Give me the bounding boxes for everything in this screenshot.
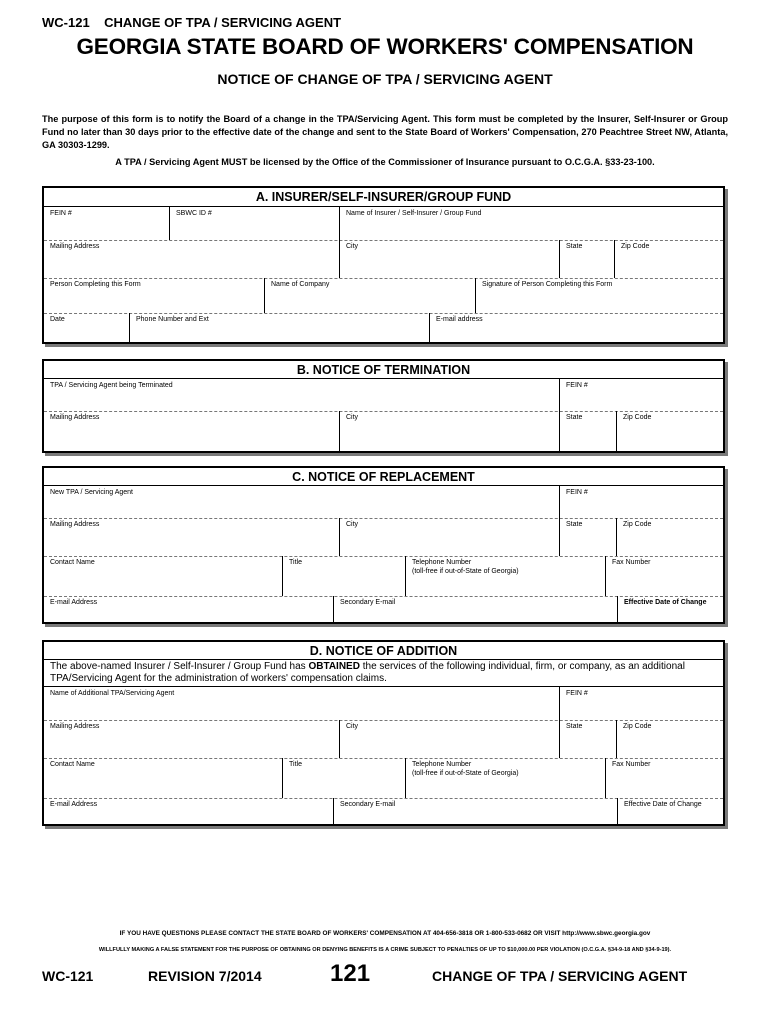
intro-text-bold: OBTAINED — [308, 661, 360, 672]
date-label: Date — [50, 316, 65, 323]
state-field[interactable] — [559, 518, 616, 556]
insurer-name-label: Name of Insurer / Self-Insurer / Group Fund — [346, 210, 482, 217]
section-b-row-1 — [44, 379, 723, 412]
state-label: State — [566, 414, 583, 421]
city-field[interactable] — [339, 720, 559, 758]
effective-date-field[interactable] — [617, 596, 723, 624]
zip-field[interactable] — [616, 720, 723, 758]
mailing-address-field[interactable] — [44, 720, 339, 758]
city-label: City — [346, 243, 359, 250]
section-d-row-2 — [44, 720, 723, 759]
email-label: E-mail Address — [50, 801, 98, 808]
state-field[interactable] — [559, 411, 616, 453]
mailing-address-field[interactable] — [44, 240, 339, 278]
telephone-note: (toll-free if out-of-State of Georgia) — [412, 568, 519, 575]
email-label: E-mail Address — [50, 599, 98, 606]
form-code-title: CHANGE OF TPA / SERVICING AGENT — [104, 15, 342, 30]
fein-field[interactable] — [44, 207, 169, 240]
section-b — [42, 359, 725, 453]
fax-field[interactable] — [605, 556, 723, 596]
form-code-header — [42, 15, 341, 30]
insurer-name-field[interactable] — [339, 207, 723, 240]
fein-label: FEIN # — [50, 210, 72, 217]
city-field[interactable] — [339, 518, 559, 556]
contact-name-label: Contact Name — [50, 761, 95, 768]
person-completing-field[interactable] — [44, 278, 264, 313]
section-b-title: B. NOTICE OF TERMINATION — [296, 363, 471, 377]
section-d-row-3 — [44, 758, 723, 799]
title-label: Title — [289, 761, 302, 768]
section-c-row-2 — [44, 518, 723, 557]
email-field[interactable] — [44, 798, 333, 826]
effective-date-field[interactable] — [617, 798, 723, 826]
effective-date-label: Effective Date of Change — [624, 801, 702, 808]
email-label: E-mail address — [436, 316, 483, 323]
questions-notice: IF YOU HAVE QUESTIONS PLEASE CONTACT THE STATE BOARD OF WORKERS' COMPENSATION AT 404-656-3818 OR 1-800-533-0682 OR VISIT http://www.sbwc.georgia.gov — [119, 930, 651, 937]
section-c-row-3 — [44, 556, 723, 597]
effective-date-label: Effective Date of Change — [624, 599, 707, 606]
section-d — [42, 640, 725, 826]
signature-label: Signature of Person Completing this Form — [482, 281, 613, 288]
form-code: WC-121 — [42, 15, 90, 30]
city-field[interactable] — [339, 240, 559, 278]
company-name-field[interactable] — [264, 278, 475, 313]
footer-form-code: WC-121 — [42, 968, 94, 984]
contact-name-label: Contact Name — [50, 559, 95, 566]
secondary-email-label: Secondary E-mail — [340, 599, 396, 606]
section-d-row-4 — [44, 798, 723, 826]
telephone-field[interactable] — [405, 758, 605, 798]
footer-title: CHANGE OF TPA / SERVICING AGENT — [432, 968, 688, 984]
email-field[interactable] — [44, 596, 333, 624]
state-label: State — [566, 521, 583, 528]
fein-field[interactable] — [559, 687, 723, 720]
fax-field[interactable] — [605, 758, 723, 798]
phone-label: Phone Number and Ext — [136, 316, 209, 323]
new-agent-label: New TPA / Servicing Agent — [50, 489, 134, 496]
state-label: State — [566, 243, 583, 250]
person-completing-label: Person Completing this Form — [50, 281, 141, 288]
zip-label: Zip Code — [623, 723, 652, 730]
fein-label: FEIN # — [566, 382, 588, 389]
mailing-address-label: Mailing Address — [50, 521, 100, 528]
section-a-row-1 — [44, 207, 723, 241]
zip-label: Zip Code — [621, 243, 650, 250]
telephone-label: Telephone Number — [412, 559, 472, 566]
telephone-label: Telephone Number — [412, 761, 472, 768]
section-a — [42, 186, 725, 344]
company-name-label: Name of Company — [271, 281, 330, 288]
zip-field[interactable] — [616, 411, 723, 453]
fein-label: FEIN # — [566, 690, 588, 697]
contact-name-field[interactable] — [44, 758, 282, 798]
city-label: City — [346, 414, 359, 421]
section-a-row-2 — [44, 240, 723, 279]
section-c-title: C. NOTICE OF REPLACEMENT — [292, 470, 475, 484]
title-field[interactable] — [282, 758, 405, 798]
license-notice: A TPA / Servicing Agent MUST be licensed by the Office of the Commissioner of Insurance pursuant to O.C.G.A. §33-23-100. — [115, 157, 655, 167]
zip-field[interactable] — [614, 240, 723, 278]
city-label: City — [346, 521, 359, 528]
section-a-row-4 — [44, 313, 723, 344]
board-title: GEORGIA STATE BOARD OF WORKERS' COMPENSATION — [76, 34, 694, 59]
mailing-address-field[interactable] — [44, 518, 339, 556]
intro-text-end: the services of the following individual, firm, or company, as an additional TPA/Servicing Agent for the administration of workers' compensation claims. — [50, 661, 685, 684]
state-field[interactable] — [559, 720, 616, 758]
terminated-agent-label: TPA / Servicing Agent being Terminated — [50, 382, 173, 389]
state-label: State — [566, 723, 583, 730]
purpose-paragraph: The purpose of this form is to notify the Board of a change in the TPA/Servicing Agent. This form must be completed by the Insurer, Self-Insurer or Group Fund no later than 30 days prior to the effective date of the change and sent to the State Board of Workers' Compensation, 270 Peachtree Street NW, Atlanta, GA 30303-1299. — [42, 114, 728, 150]
section-d-rule — [44, 659, 723, 660]
sbwc-id-field[interactable] — [169, 207, 339, 240]
secondary-email-field[interactable] — [333, 596, 617, 624]
title-field[interactable] — [282, 556, 405, 596]
signature-field[interactable] — [475, 278, 723, 313]
section-c — [42, 466, 725, 624]
mailing-address-label: Mailing Address — [50, 243, 100, 250]
zip-label: Zip Code — [623, 521, 652, 528]
city-field[interactable] — [339, 411, 559, 453]
title-label: Title — [289, 559, 302, 566]
secondary-email-label: Secondary E-mail — [340, 801, 396, 808]
intro-text-start: The above-named Insurer / Self-Insurer / Group Fund has — [50, 661, 309, 672]
telephone-note: (toll-free if out-of-State of Georgia) — [412, 770, 519, 777]
footer-revision: REVISION 7/2014 — [148, 968, 262, 984]
additional-agent-label: Name of Additional TPA/Servicing Agent — [50, 690, 175, 697]
zip-label: Zip Code — [623, 414, 652, 421]
additional-agent-field[interactable] — [44, 687, 559, 720]
section-d-intro — [50, 661, 717, 685]
zip-field[interactable] — [616, 518, 723, 556]
section-a-row-3 — [44, 278, 723, 314]
fax-label: Fax Number — [612, 559, 651, 566]
fein-field[interactable] — [559, 486, 723, 518]
fein-label: FEIN # — [566, 489, 588, 496]
section-d-row-1 — [44, 687, 723, 721]
false-statement-warning: WILLFULLY MAKING A FALSE STATEMENT FOR THE PURPOSE OF OBTAINING OR DENYING BENEFITS IS A CRIME SUBJECT TO PENALTIES OF UP TO $10,000.00 PER VIOLATION (O.C.G.A. §34-9-18 AND §34-9-19). — [98, 947, 672, 953]
section-c-row-1 — [44, 486, 723, 519]
fax-label: Fax Number — [612, 761, 651, 768]
state-field[interactable] — [559, 240, 614, 278]
mailing-address-field[interactable] — [44, 411, 339, 453]
footer-form-number: 121 — [330, 960, 371, 987]
section-d-title: D. NOTICE OF ADDITION — [309, 644, 458, 658]
telephone-field[interactable] — [405, 556, 605, 596]
terminated-agent-field[interactable] — [44, 379, 559, 411]
mailing-address-label: Mailing Address — [50, 723, 100, 730]
new-agent-field[interactable] — [44, 486, 559, 518]
notice-title: NOTICE OF CHANGE OF TPA / SERVICING AGENT — [217, 71, 553, 87]
secondary-email-field[interactable] — [333, 798, 617, 826]
city-label: City — [346, 723, 359, 730]
section-a-title: A. INSURER/SELF-INSURER/GROUP FUND — [255, 190, 512, 204]
contact-name-field[interactable] — [44, 556, 282, 596]
date-field[interactable] — [44, 313, 129, 344]
fein-field[interactable] — [559, 379, 723, 411]
sbwc-id-label: SBWC ID # — [176, 210, 212, 217]
section-b-row-2 — [44, 411, 723, 453]
phone-field[interactable] — [129, 313, 429, 344]
email-field[interactable] — [429, 313, 723, 344]
mailing-address-label: Mailing Address — [50, 414, 100, 421]
section-c-row-4 — [44, 596, 723, 624]
